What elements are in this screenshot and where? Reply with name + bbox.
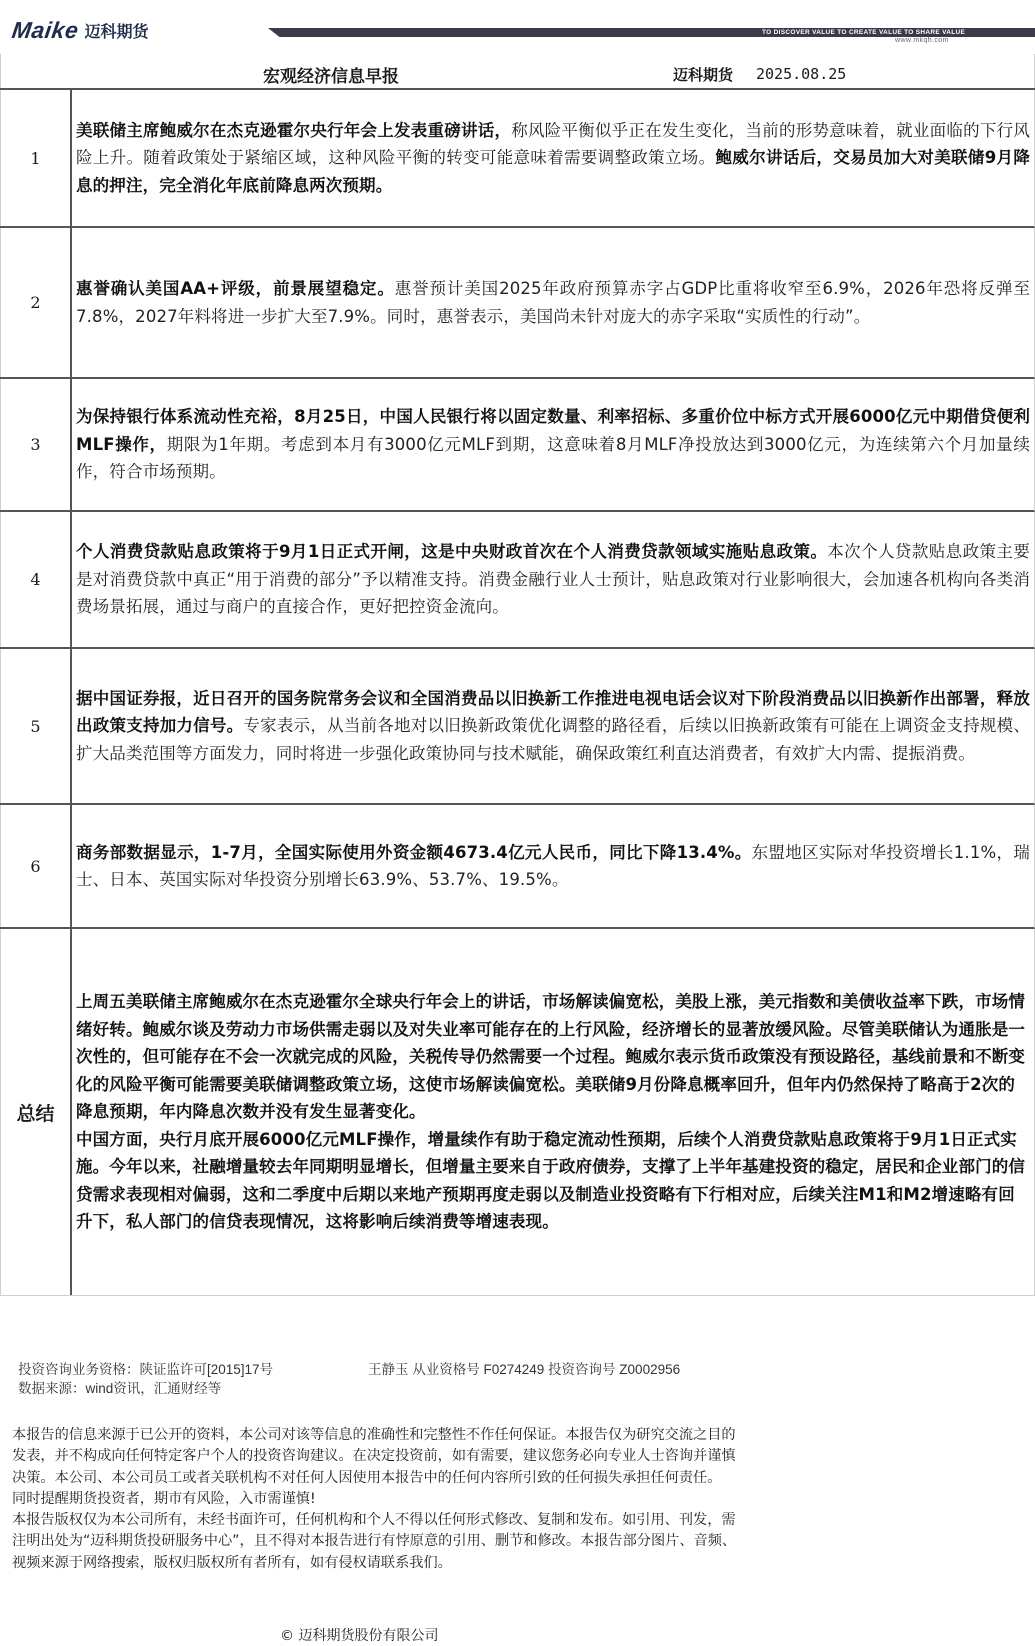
summary-paragraph: 上周五美联储主席鲍威尔在杰克逊霍尔全球央行年会上的讲话，市场解读偏宽松，美股上涨，美元指数和美债收益率下跌，市场情绪好转。鲍威尔谈及劳动力市场供需走弱以及对失业率可能存在的上行风险，经济增长的显著放缓风险。尽管美联储认为通胀是一次性的，但可能存在不会一次就完成的风险，关税传导仍然需要一个过程。鲍威尔表示货币政策没有预设路径，基线前景和不断变化的风险平衡可能需要美联储调整政策立场，这使市场解读偏宽松。美联储9月份降息概率回升，但年内仍然保持了略高于2次的降息预期，年内降息次数并没有发生显著变化。 (76, 992, 1026, 1122)
table-row (0, 228, 1035, 379)
news-text (76, 403, 1030, 486)
summary-label: 总结 (0, 929, 72, 1295)
table-row (0, 90, 1035, 228)
license-text: 投资咨询业务资格：陕证监许可[2015]17号 (18, 1362, 274, 1377)
logo-latin-text: Maike (10, 16, 81, 43)
analyst-text: 王静玉 从业资格号 F0274249 投资咨询号 Z0002956 (368, 1362, 681, 1377)
title-row (0, 54, 1035, 90)
slogan: TO DISCOVER VALUE TO CREATE VALUE TO SHARE VALUE (762, 29, 966, 36)
news-highlight: 据中国证券报，近日召开的国务院常务会议和全国消费品以旧换新工作推进电视电话会议对下阶段消费品以旧换新作出部署，释放出政策支持加力信号。 (76, 688, 1030, 736)
news-text (76, 685, 1030, 768)
disclaimer-block (12, 1425, 742, 1574)
table-row (0, 805, 1035, 929)
news-cell (72, 805, 1034, 927)
news-highlight: 个人消费贷款贴息政策将于9月1日正式开闸，这是中央财政首次在个人消费贷款领域实施贴息政策。 (76, 542, 828, 562)
row-number: 5 (0, 649, 72, 803)
data-source: 数据来源：wind资讯，汇通财经等 (18, 1381, 222, 1396)
row-number: 4 (0, 512, 72, 647)
table-row (0, 512, 1035, 649)
summary-text (76, 988, 1030, 1236)
copyright-line: © 迈科期货股份有限公司 (280, 1628, 439, 1644)
risk-warning: 同时提醒期货投资者，期市有风险，入市需谨慎! (12, 1490, 316, 1507)
row-number: 6 (0, 805, 72, 927)
news-text (76, 117, 1030, 200)
news-text (76, 839, 1030, 894)
news-body: 称风险平衡似乎正在发生变化，当前的形势意味着，就业面临的下行风险上升。随着政策处于紧缩区域，这种风险平衡的转变可能意味着需要调整政策立场。 (76, 120, 1030, 168)
news-cell (72, 90, 1034, 226)
row-number: 2 (0, 228, 72, 377)
company-logo (12, 18, 148, 42)
report-title: 宏观经济信息早报 (263, 67, 399, 87)
footer-meta (18, 1360, 681, 1398)
row-number: 3 (0, 379, 72, 510)
news-text (76, 538, 1030, 621)
news-cell (72, 649, 1034, 803)
table-row (0, 649, 1035, 805)
news-body: 东盟地区实际对华投资增长1.1%，瑞士、日本、英国实际对华投资分别增长63.9%、53.7%、19.5%。 (76, 842, 1030, 889)
copyright-notice: 本报告版权仅为本公司所有，未经书面许可，任何机构和个人不得以任何形式修改、复制和发布。如引用、刊发，需注明出处为“迈科期货投研服务中心”，且不得对本报告进行有悖原意的引用、删节和修改。本报告部分图片、音频、视频来源于网络搜索，版权归版权所有者所有，如有侵权请联系我们。 (12, 1512, 737, 1571)
report-company: 迈科期货 (673, 66, 734, 84)
table-row (0, 379, 1035, 512)
news-body: 惠誉预计美国2025年政府预算赤字占GDP比重将收窄至6.9%，2026年恐将反弹至7.8%，2027年料将进一步扩大至7.9%。同时，惠誉表示，美国尚未针对庞大的赤字采取“实质性的行动”。 (76, 279, 1030, 326)
news-highlight: 惠誉确认美国AA+评级，前景展望稳定。 (76, 279, 395, 298)
row-number: 1 (0, 90, 72, 226)
disclaimer-text: 本报告的信息来源于已公开的资料，本公司对该等信息的准确性和完整性不作任何保证。本报告仅为研究交流之目的发表，并不构成向任何特定客户个人的投资咨询建议。在决定投资前，如有需要，建议您务必向专业人士咨询并谨慎决策。本公司、本公司员工或者关联机构不对任何人因使用本报告中的任何内容所引致的任何损失承担任何责任。 (12, 1427, 736, 1486)
website-url: www.mkqh.com (895, 37, 949, 44)
news-cell (72, 379, 1034, 510)
news-text (76, 275, 1030, 330)
report-date: 2025.08.25 (756, 65, 847, 83)
news-highlight: 为保持银行体系流动性充裕，8月25日，中国人民银行将以固定数量、利率招标、多重价位中标方式开展6000亿元中期借贷便利MLF操作， (76, 407, 1030, 454)
news-cell (72, 228, 1034, 377)
logo-chinese-text: 迈科期货 (84, 21, 149, 41)
news-table (0, 88, 1035, 1296)
summary-cell (72, 929, 1034, 1295)
summary-row (0, 929, 1035, 1296)
summary-paragraph: 中国方面，央行月底开展6000亿元MLF操作，增量续作有助于稳定流动性预期，后续个人消费贷款贴息政策将于9月1日正式实施。今年以来，社融增量较去年同期明显增长，但增量主要来自于政府债券，支撑了上半年基建投资的稳定，居民和企业部门的信贷需求表现相对偏弱，这和二季度中后期以来地产预期再度走弱以及制造业投资略有下行相对应，后续关注M1和M2增速略有回升下，私人部门的信贷表现情况，这将影响后续消费等增速表现。 (76, 1129, 1026, 1232)
news-cell (72, 512, 1034, 647)
news-body: 本次个人贷款贴息政策主要是对消费贷款中真正“用于消费的部分”予以精准支持。消费金融行业人士预计，贴息政策对行业影响很大，会加速各机构向各类消费场景拓展，通过与商户的直接合作，更好把控资金流向。 (76, 542, 1030, 617)
news-highlight: 鲍威尔讲话后，交易员加大对美联储9月降息的押注，完全消化年底前降息两次预期。 (76, 148, 1030, 195)
news-body: 期限为1年期。考虑到本月有3000亿元MLF到期，这意味着8月MLF净投放达到3000亿元，为连续第六个月加量续作，符合市场预期。 (76, 434, 1031, 482)
news-highlight: 商务部数据显示，1-7月，全国实际使用外资金额4673.4亿元人民币，同比下降13.4%。 (76, 842, 752, 862)
news-body: 专家表示，从当前各地对以旧换新政策优化调整的路径看，后续以旧换新政策有可能在上调资金支持规模、扩大品类范围等方面发力，同时将进一步强化政策协同与技术赋能，确保政策红利直达消费者，有效扩大内需、提振消费。 (76, 716, 1030, 763)
news-highlight: 美联储主席鲍威尔在杰克逊霍尔央行年会上发表重磅讲话， (76, 120, 512, 140)
